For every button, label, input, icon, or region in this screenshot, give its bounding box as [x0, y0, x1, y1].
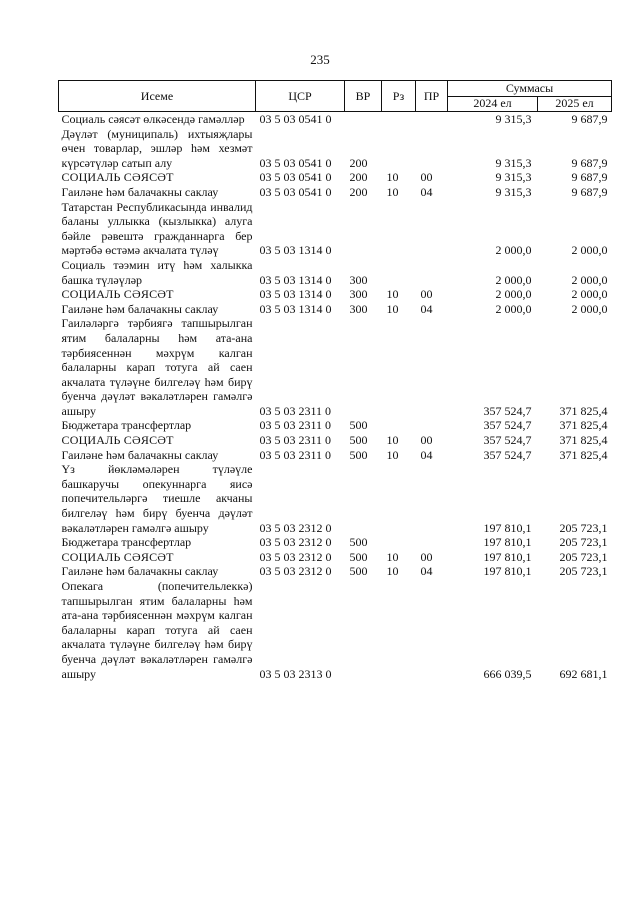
- row-name: Бюджетара трансфертлар: [61, 418, 192, 433]
- row-csr: 03 5 03 2311 0: [259, 433, 332, 448]
- table-row: [59, 258, 612, 287]
- row-amount-2024: 9 315,3: [495, 112, 532, 126]
- row-amount-2025: 2 000,0: [571, 301, 608, 316]
- row-amount-2025: 692 681,1: [559, 666, 608, 681]
- row-rz: 10: [386, 184, 399, 199]
- row-name: СОЦИАЛЬ СӘЯСӘТ: [61, 433, 174, 448]
- row-csr: 03 5 03 2312 0: [259, 520, 332, 535]
- row-rz: [382, 579, 416, 681]
- row-amount-2024: 2 000,0: [495, 272, 532, 287]
- table-row: [59, 579, 612, 681]
- row-pr: [416, 316, 448, 418]
- row-amount-2025: 9 687,9: [571, 112, 608, 126]
- header-name: Исеме: [59, 81, 256, 112]
- row-amount-2025: 205 723,1: [559, 535, 608, 550]
- table-row: [59, 448, 612, 463]
- row-amount-2025: 9 687,9: [571, 170, 608, 185]
- row-vr: 500: [349, 535, 368, 550]
- row-csr: 03 5 03 0541 0: [259, 112, 332, 126]
- row-pr: [416, 579, 448, 681]
- row-csr: 03 5 03 2311 0: [259, 418, 332, 433]
- row-csr: 03 5 03 1314 0: [259, 243, 332, 258]
- row-pr: 04: [420, 301, 433, 316]
- row-amount-2024: 197 810,1: [483, 535, 532, 550]
- row-vr: 500: [349, 447, 368, 462]
- table-row: [59, 535, 612, 550]
- row-pr: [416, 462, 448, 535]
- row-vr: 300: [349, 272, 368, 287]
- header-year-2025: 2025 ел: [538, 96, 612, 112]
- row-amount-2024: 197 810,1: [483, 549, 532, 564]
- table-row: [59, 564, 612, 579]
- row-pr: [416, 535, 448, 550]
- row-pr: [416, 258, 448, 287]
- row-name: СОЦИАЛЬ СӘЯСӘТ: [61, 287, 174, 302]
- row-vr: [345, 200, 382, 258]
- table-row: [59, 287, 612, 302]
- row-amount-2025: 9 687,9: [571, 155, 608, 170]
- row-name: СОЦИАЛЬ СӘЯСӘТ: [61, 170, 174, 185]
- row-amount-2025: 371 825,4: [559, 418, 608, 433]
- row-amount-2025: 2 000,0: [571, 287, 608, 302]
- row-pr: 04: [420, 564, 433, 579]
- row-name: Социаль сәясәт өлкәсендә гамәлләр: [61, 112, 245, 126]
- row-vr: 500: [349, 564, 368, 579]
- header-rz: Рз: [382, 81, 416, 112]
- row-amount-2024: 357 524,7: [483, 418, 532, 433]
- row-amount-2024: 666 039,5: [483, 666, 532, 681]
- row-amount-2025: 371 825,4: [559, 433, 608, 448]
- table-row: [59, 200, 612, 258]
- row-vr: 500: [349, 418, 368, 433]
- row-amount-2025: 9 687,9: [571, 184, 608, 199]
- row-name: Үз йөкләмәләрен түләүле башкаручы опекуннарга яисә попечительләргә тиешле акчаны билгеләү һәм бирү буенча дәүләт вәкаләтләрен гамәлгә ашыру: [61, 462, 253, 535]
- row-csr: 03 5 03 2313 0: [259, 666, 332, 681]
- row-rz: [382, 258, 416, 287]
- row-vr: [345, 316, 382, 418]
- row-csr: 03 5 03 0541 0: [259, 170, 332, 185]
- row-rz: [382, 316, 416, 418]
- row-rz: 10: [386, 287, 399, 302]
- row-csr: 03 5 03 1314 0: [259, 272, 332, 287]
- row-pr: 04: [420, 184, 433, 199]
- row-rz: [382, 535, 416, 550]
- row-vr: 500: [349, 549, 368, 564]
- row-pr: [416, 127, 448, 171]
- row-rz: [382, 127, 416, 171]
- row-name: Дәүләт (муниципаль) ихтыяҗлары өчен товарлар, эшләр һәм хезмәт күрсәтүләр сатып алу: [61, 126, 253, 170]
- table-row: [59, 418, 612, 433]
- row-pr: 00: [420, 549, 433, 564]
- row-csr: 03 5 03 1314 0: [259, 287, 332, 302]
- table-row: [59, 433, 612, 448]
- row-pr: [416, 112, 448, 127]
- row-csr: 03 5 03 2312 0: [259, 564, 332, 579]
- row-rz: 10: [386, 433, 399, 448]
- row-pr: 00: [420, 433, 433, 448]
- row-name: Опекага (попечительлеккә) тапшырылган ятим балаларны һәм ата-ана тәрбиясеннән мәхрүм калган балаларны карап тотуга ай саен акчалата түләүне билгеләү һәм бирү буенча дәүләт вәкаләтләрен гамәлгә ашыру: [61, 579, 253, 681]
- header-csr: ЦСР: [256, 81, 345, 112]
- header-year-2024: 2024 ел: [448, 96, 538, 112]
- row-vr: [345, 579, 382, 681]
- row-name: Татарстан Республикасында инвалид баланы уллыкка (кызлыкка) алуга бәйле рәвештә гражданнарга бер мәртәбә өстәмә акчалата түләү: [61, 199, 253, 258]
- row-csr: 03 5 03 2312 0: [259, 549, 332, 564]
- row-pr: 00: [420, 170, 433, 185]
- row-pr: 04: [420, 447, 433, 462]
- row-name: Бюджетара трансфертлар: [61, 535, 192, 550]
- row-rz: [382, 112, 416, 127]
- row-amount-2024: 357 524,7: [483, 447, 532, 462]
- header-pr: ПР: [416, 81, 448, 112]
- row-name: СОЦИАЛЬ СӘЯСӘТ: [61, 549, 174, 564]
- row-rz: 10: [386, 564, 399, 579]
- row-vr: 200: [349, 155, 368, 170]
- table-body: [59, 112, 612, 682]
- row-amount-2024: 9 315,3: [495, 170, 532, 185]
- row-csr: 03 5 03 2311 0: [259, 447, 332, 462]
- row-rz: [382, 462, 416, 535]
- table-header: [59, 81, 612, 112]
- table-row: [59, 127, 612, 171]
- row-amount-2024: 2 000,0: [495, 301, 532, 316]
- table-row: [59, 170, 612, 185]
- row-amount-2024: 357 524,7: [483, 403, 532, 418]
- row-amount-2024: 2 000,0: [495, 243, 532, 258]
- row-csr: 03 5 03 1314 0: [259, 301, 332, 316]
- table-row: [59, 316, 612, 418]
- row-amount-2024: 357 524,7: [483, 433, 532, 448]
- table-row: [59, 302, 612, 317]
- row-amount-2025: 205 723,1: [559, 564, 608, 579]
- table-row: [59, 185, 612, 200]
- row-name: Гаиләне һәм балачакны саклау: [61, 184, 219, 199]
- row-vr: 300: [349, 301, 368, 316]
- row-amount-2025: 371 825,4: [559, 447, 608, 462]
- row-amount-2024: 197 810,1: [483, 564, 532, 579]
- row-name: Гаиләне һәм балачакны саклау: [61, 301, 219, 316]
- row-rz: 10: [386, 549, 399, 564]
- row-vr: 200: [349, 170, 368, 185]
- row-rz: 10: [386, 170, 399, 185]
- row-amount-2025: 205 723,1: [559, 520, 608, 535]
- row-rz: 10: [386, 447, 399, 462]
- row-csr: 03 5 03 0541 0: [259, 184, 332, 199]
- table-row: [59, 462, 612, 535]
- row-vr: 300: [349, 287, 368, 302]
- row-vr: [345, 112, 382, 127]
- row-amount-2025: 371 825,4: [559, 403, 608, 418]
- row-csr: 03 5 03 2312 0: [259, 535, 332, 550]
- row-pr: 00: [420, 287, 433, 302]
- row-amount-2025: 2 000,0: [571, 243, 608, 258]
- row-amount-2025: 2 000,0: [571, 272, 608, 287]
- row-name: Гаиләләргә тәрбиягә тапшырылган ятим балаларны һәм ата-ана тәрбиясеннән мәхрүм калган балаларны карап тотуга ай саен акчалата түләүне билгеләү һәм бирү буенча дәүләт вәкаләтләрен гамәлгә ашыру: [61, 316, 253, 418]
- row-name: Гаиләне һәм балачакны саклау: [61, 447, 219, 462]
- budget-table: [58, 80, 612, 681]
- row-csr: 03 5 03 2311 0: [259, 403, 332, 418]
- row-rz: 10: [386, 301, 399, 316]
- row-amount-2024: 9 315,3: [495, 155, 532, 170]
- row-rz: [382, 418, 416, 433]
- row-vr: 200: [349, 184, 368, 199]
- row-pr: [416, 200, 448, 258]
- header-vr: ВР: [345, 81, 382, 112]
- row-name: Гаиләне һәм балачакны саклау: [61, 564, 219, 579]
- row-name: Социаль тәэмин итү һәм халыкка башка түләүләр: [61, 257, 253, 287]
- row-amount-2024: 2 000,0: [495, 287, 532, 302]
- table-row: [59, 550, 612, 565]
- row-vr: 500: [349, 433, 368, 448]
- row-amount-2024: 9 315,3: [495, 184, 532, 199]
- row-vr: [345, 462, 382, 535]
- row-rz: [382, 200, 416, 258]
- page-number: 235: [310, 52, 330, 67]
- header-sums: Суммасы: [448, 81, 612, 97]
- table-row: [59, 112, 612, 127]
- row-pr: [416, 418, 448, 433]
- row-amount-2024: 197 810,1: [483, 520, 532, 535]
- row-amount-2025: 205 723,1: [559, 549, 608, 564]
- row-csr: 03 5 03 0541 0: [259, 155, 332, 170]
